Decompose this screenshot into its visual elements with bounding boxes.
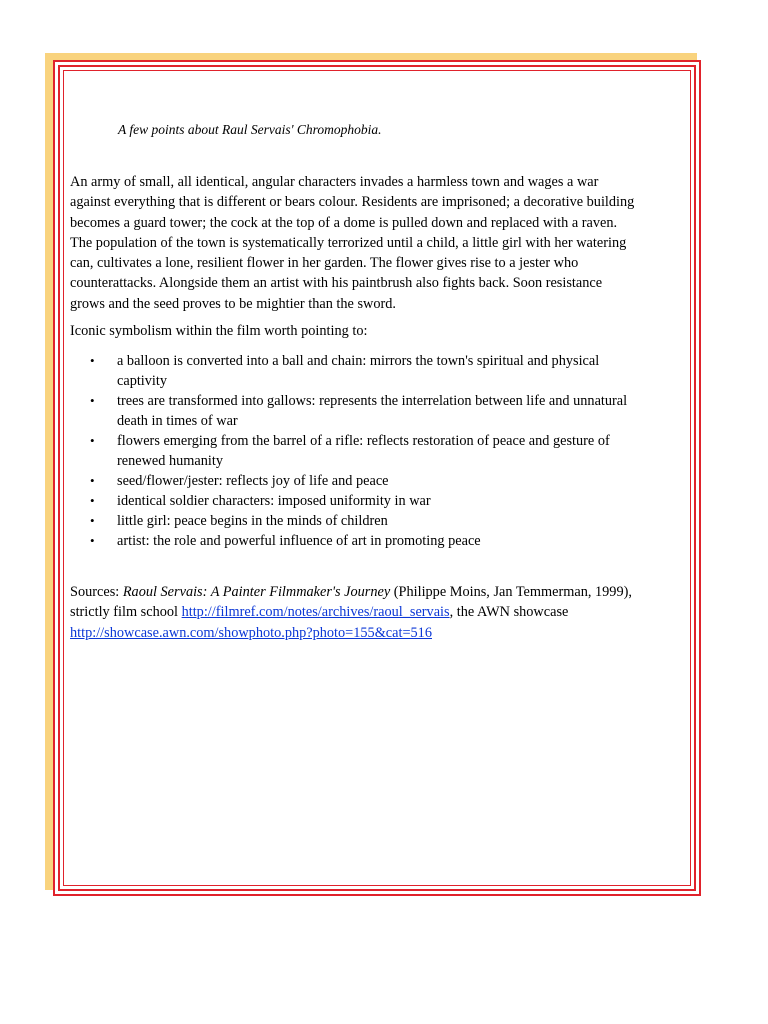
bullet-icon: • xyxy=(90,353,95,368)
film-school-text: strictly film school xyxy=(70,604,182,621)
list-item-line: identical soldier characters: imposed uniformity in war xyxy=(117,493,431,509)
intro-line: An army of small, all identical, angular characters invades a harmless town and wages a war xyxy=(70,174,599,190)
list-item-line: flowers emerging from the barrel of a rifle: reflects restoration of peace and gesture of xyxy=(117,433,610,449)
list-item-line: little girl: peace begins in the minds of children xyxy=(117,513,388,529)
list-item-line: captivity xyxy=(117,373,168,389)
bullet-icon: • xyxy=(90,533,95,548)
sources-label: Sources: xyxy=(70,584,123,600)
list-item-line: trees are transformed into gallows: represents the interrelation between life and unnatural xyxy=(117,393,628,409)
iconic-heading: Iconic symbolism within the film worth pointing to: xyxy=(70,323,368,339)
awn-showcase-text: , the AWN showcase xyxy=(449,604,569,621)
intro-paragraph xyxy=(70,172,690,314)
intro-line: becomes a guard tower; the cock at the top of a dome is pulled down and replaced with a raven. xyxy=(70,214,618,231)
list-item-line: a balloon is converted into a ball and chain: mirrors the town's spiritual and physical xyxy=(117,353,600,369)
bullet-icon: • xyxy=(90,493,95,508)
intro-line: can, cultivates a lone, resilient flower in her garden. The flower gives rise to a jester who xyxy=(70,255,579,272)
list-item xyxy=(70,431,670,471)
bullet-icon: • xyxy=(90,433,95,448)
intro-line: against everything that is different or bears colour. Residents are imprisoned; a decorative building xyxy=(70,194,635,211)
document-title: A few points about Raul Servais' Chromophobia. xyxy=(118,122,382,137)
list-item xyxy=(70,471,670,491)
bullet-icon: • xyxy=(90,393,95,408)
list-item xyxy=(70,491,670,511)
sources-paragraph xyxy=(70,582,690,643)
list-item-line: artist: the role and powerful influence of art in promoting peace xyxy=(117,533,481,549)
symbolism-list xyxy=(70,351,670,551)
book-info: (Philippe Moins, Jan Temmerman, 1999), xyxy=(390,584,632,600)
list-item xyxy=(70,351,670,391)
list-item-line: renewed humanity xyxy=(117,453,223,469)
filmref-link[interactable]: http://filmref.com/notes/archives/raoul_servais xyxy=(181,604,450,621)
intro-line: grows and the seed proves to be mightier than the sword. xyxy=(70,295,396,312)
list-item xyxy=(70,531,670,551)
intro-line: The population of the town is systematically terrorized until a child, a little girl with her watering xyxy=(70,234,627,251)
intro-line: counterattacks. Alongside them an artist with his paintbrush also fights back. Soon resistance xyxy=(70,275,603,292)
list-item-line: seed/flower/jester: reflects joy of life and peace xyxy=(117,473,389,489)
awn-showcase-link[interactable]: http://showcase.awn.com/showphoto.php?photo=155&cat=516 xyxy=(70,624,432,641)
book-title: Raoul Servais: A Painter Filmmaker's Journey xyxy=(122,584,391,600)
list-item-line: death in times of war xyxy=(117,413,238,429)
list-item xyxy=(70,391,670,431)
bullet-icon: • xyxy=(90,473,95,488)
bullet-icon: • xyxy=(90,513,95,528)
list-item xyxy=(70,511,670,531)
